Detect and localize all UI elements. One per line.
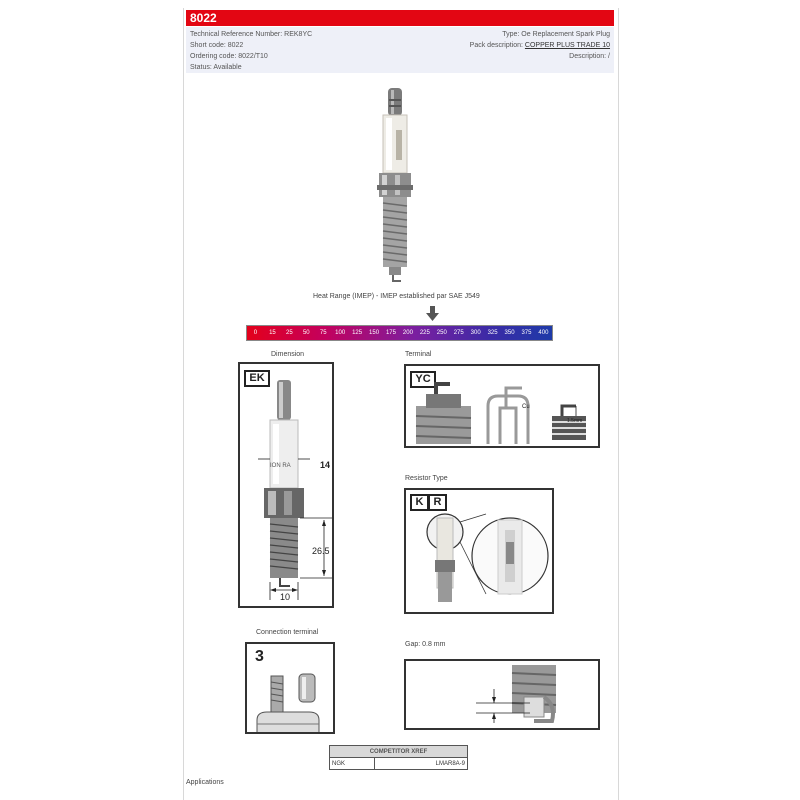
- connection-panel: [245, 642, 335, 734]
- hex-size-label: 14: [320, 460, 331, 470]
- pack-label: Pack description:: [469, 42, 525, 49]
- description-text: Description: /: [569, 53, 610, 60]
- type-text: Type: Oe Replacement Spark Plug: [502, 31, 610, 38]
- heat-range-value: 75: [319, 330, 327, 336]
- connection-heading: Connection terminal: [256, 629, 319, 636]
- plug-ceramic-text: ION RA: [270, 463, 291, 469]
- terminal-code: YC: [410, 371, 436, 388]
- heat-range-value: 200: [402, 330, 413, 336]
- heat-range-value: 15: [269, 330, 276, 336]
- terminal-panel: [404, 364, 600, 448]
- resistor-drawing: [406, 490, 552, 612]
- competitor-xref-table: [329, 745, 468, 770]
- terminal-heading: Terminal: [405, 351, 432, 358]
- heat-range-value: 125: [352, 330, 363, 336]
- ordering-code-text: Ordering code: 8022/T10: [190, 53, 268, 60]
- heat-range-value: 225: [419, 330, 430, 336]
- heat-range-value: 50: [302, 330, 310, 336]
- dimension-drawing: [240, 364, 332, 606]
- heat-range-value: 25: [286, 330, 293, 336]
- copper-core-label: Cu: [522, 404, 530, 410]
- heat-range-value: 350: [504, 330, 515, 336]
- xref-part: LMAR8A-9: [375, 758, 468, 770]
- reach-label: 26.5: [312, 546, 330, 556]
- resistor-code-k: K: [410, 494, 429, 511]
- heat-range-scale: [246, 325, 553, 341]
- heat-range-value: 175: [385, 330, 396, 336]
- thread-label: 10: [280, 592, 291, 602]
- dimension-code: EK: [244, 370, 270, 387]
- spark-plug-photo: [365, 85, 425, 285]
- applications-heading: Applications: [186, 779, 224, 786]
- page-title: 8022: [186, 10, 614, 26]
- gap-drawing: [406, 661, 598, 728]
- status-text: Status: Available: [190, 64, 242, 71]
- dimension-heading: Dimension: [271, 351, 305, 358]
- resistor-panel: [404, 488, 554, 614]
- pack-link[interactable]: COPPER PLUS TRADE 10: [524, 42, 610, 49]
- tip-size-label: 1.5mm: [567, 418, 583, 424]
- connection-drawing: [247, 644, 333, 732]
- short-code-text: Short code: 8022: [190, 42, 244, 49]
- heat-range-value: 150: [369, 330, 380, 336]
- heat-range-value: 375: [521, 330, 532, 336]
- heat-range-value: 325: [487, 330, 498, 336]
- product-info-panel: [186, 27, 614, 73]
- resistor-code-r: R: [428, 494, 447, 511]
- pack-description: [470, 42, 610, 49]
- heat-range-value: 0: [253, 330, 258, 336]
- gap-panel: [404, 659, 600, 730]
- dimension-panel: [238, 362, 334, 608]
- gap-heading: Gap: 0.8 mm: [405, 641, 446, 648]
- terminal-drawing: [406, 366, 598, 446]
- heat-range-value: 250: [436, 330, 447, 336]
- heat-range-arrow-icon: [426, 306, 439, 321]
- resistor-heading: Resistor Type: [405, 475, 448, 482]
- heat-range-value: 275: [453, 330, 464, 336]
- heat-range-value: 300: [470, 330, 481, 336]
- xref-brand: NGK: [330, 758, 375, 770]
- tech-ref-text: Technical Reference Number: REK8YC: [190, 31, 313, 38]
- heat-range-value: 400: [538, 330, 549, 336]
- xref-title: COMPETITOR XREF: [330, 746, 468, 758]
- heat-range-caption: Heat Range (IMEP) - IMEP established par SAE J549: [313, 293, 480, 300]
- connection-code: 3: [255, 648, 264, 665]
- heat-range-value: 100: [335, 330, 346, 336]
